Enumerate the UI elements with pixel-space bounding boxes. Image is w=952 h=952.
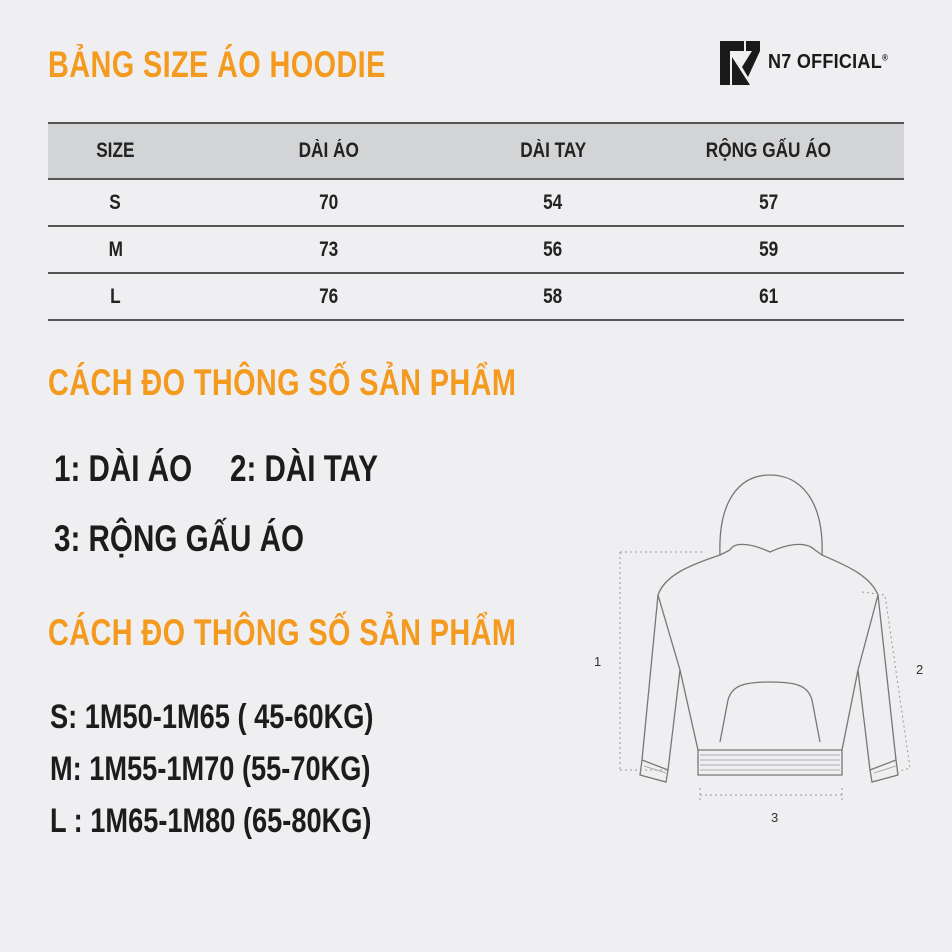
table-header-row xyxy=(48,123,904,179)
measure-label-2: 2 xyxy=(916,662,924,677)
col-header-dai-tay: DÀI TAY xyxy=(474,123,633,179)
table-cell: S xyxy=(48,179,183,226)
measure-label-1: 1 xyxy=(594,654,602,669)
hoodie-illustration xyxy=(580,470,940,840)
table-cell: 73 xyxy=(183,226,474,273)
table-cell: M xyxy=(48,226,183,273)
brand-logo xyxy=(718,36,902,88)
n7-logo-icon xyxy=(718,37,762,87)
size-table xyxy=(48,122,904,321)
table-cell: 59 xyxy=(632,226,904,273)
table-row xyxy=(48,179,904,226)
brand-name: N7 OFFICIAL xyxy=(768,50,882,73)
fit-line-m: M: 1M55-1M70 (55-70KG) xyxy=(50,750,371,788)
table-cell: L xyxy=(48,273,183,320)
col-header-dai-ao: DÀI ÁO xyxy=(183,123,474,179)
measure-item-1: 1: DÀI ÁO xyxy=(54,448,193,489)
col-header-size: SIZE xyxy=(48,123,183,179)
table-cell: 61 xyxy=(632,273,904,320)
table-cell: 76 xyxy=(183,273,474,320)
table-cell: 57 xyxy=(632,179,904,226)
table-row xyxy=(48,226,904,273)
table-cell: 54 xyxy=(474,179,633,226)
measure-label-3: 3 xyxy=(771,810,779,825)
measure-item-2: 2: DÀI TAY xyxy=(230,448,379,489)
table-cell: 58 xyxy=(474,273,633,320)
fit-line-l: L : 1M65-1M80 (65-80KG) xyxy=(50,802,372,840)
measure-section-title: CÁCH ĐO THÔNG SỐ SẢN PHẨM xyxy=(48,362,517,403)
measure-item-3: 3: RỘNG GẤU ÁO xyxy=(54,518,304,559)
registered-mark: ® xyxy=(881,51,889,62)
page-title: BẢNG SIZE ÁO HOODIE xyxy=(48,44,386,85)
fit-section-title: CÁCH ĐO THÔNG SỐ SẢN PHẨM xyxy=(48,612,517,653)
table-cell: 70 xyxy=(183,179,474,226)
table-cell: 56 xyxy=(474,226,633,273)
fit-line-s: S: 1M50-1M65 ( 45-60KG) xyxy=(50,698,374,736)
col-header-rong-gau-ao: RỘNG GẤU ÁO xyxy=(632,123,904,179)
table-row xyxy=(48,273,904,320)
